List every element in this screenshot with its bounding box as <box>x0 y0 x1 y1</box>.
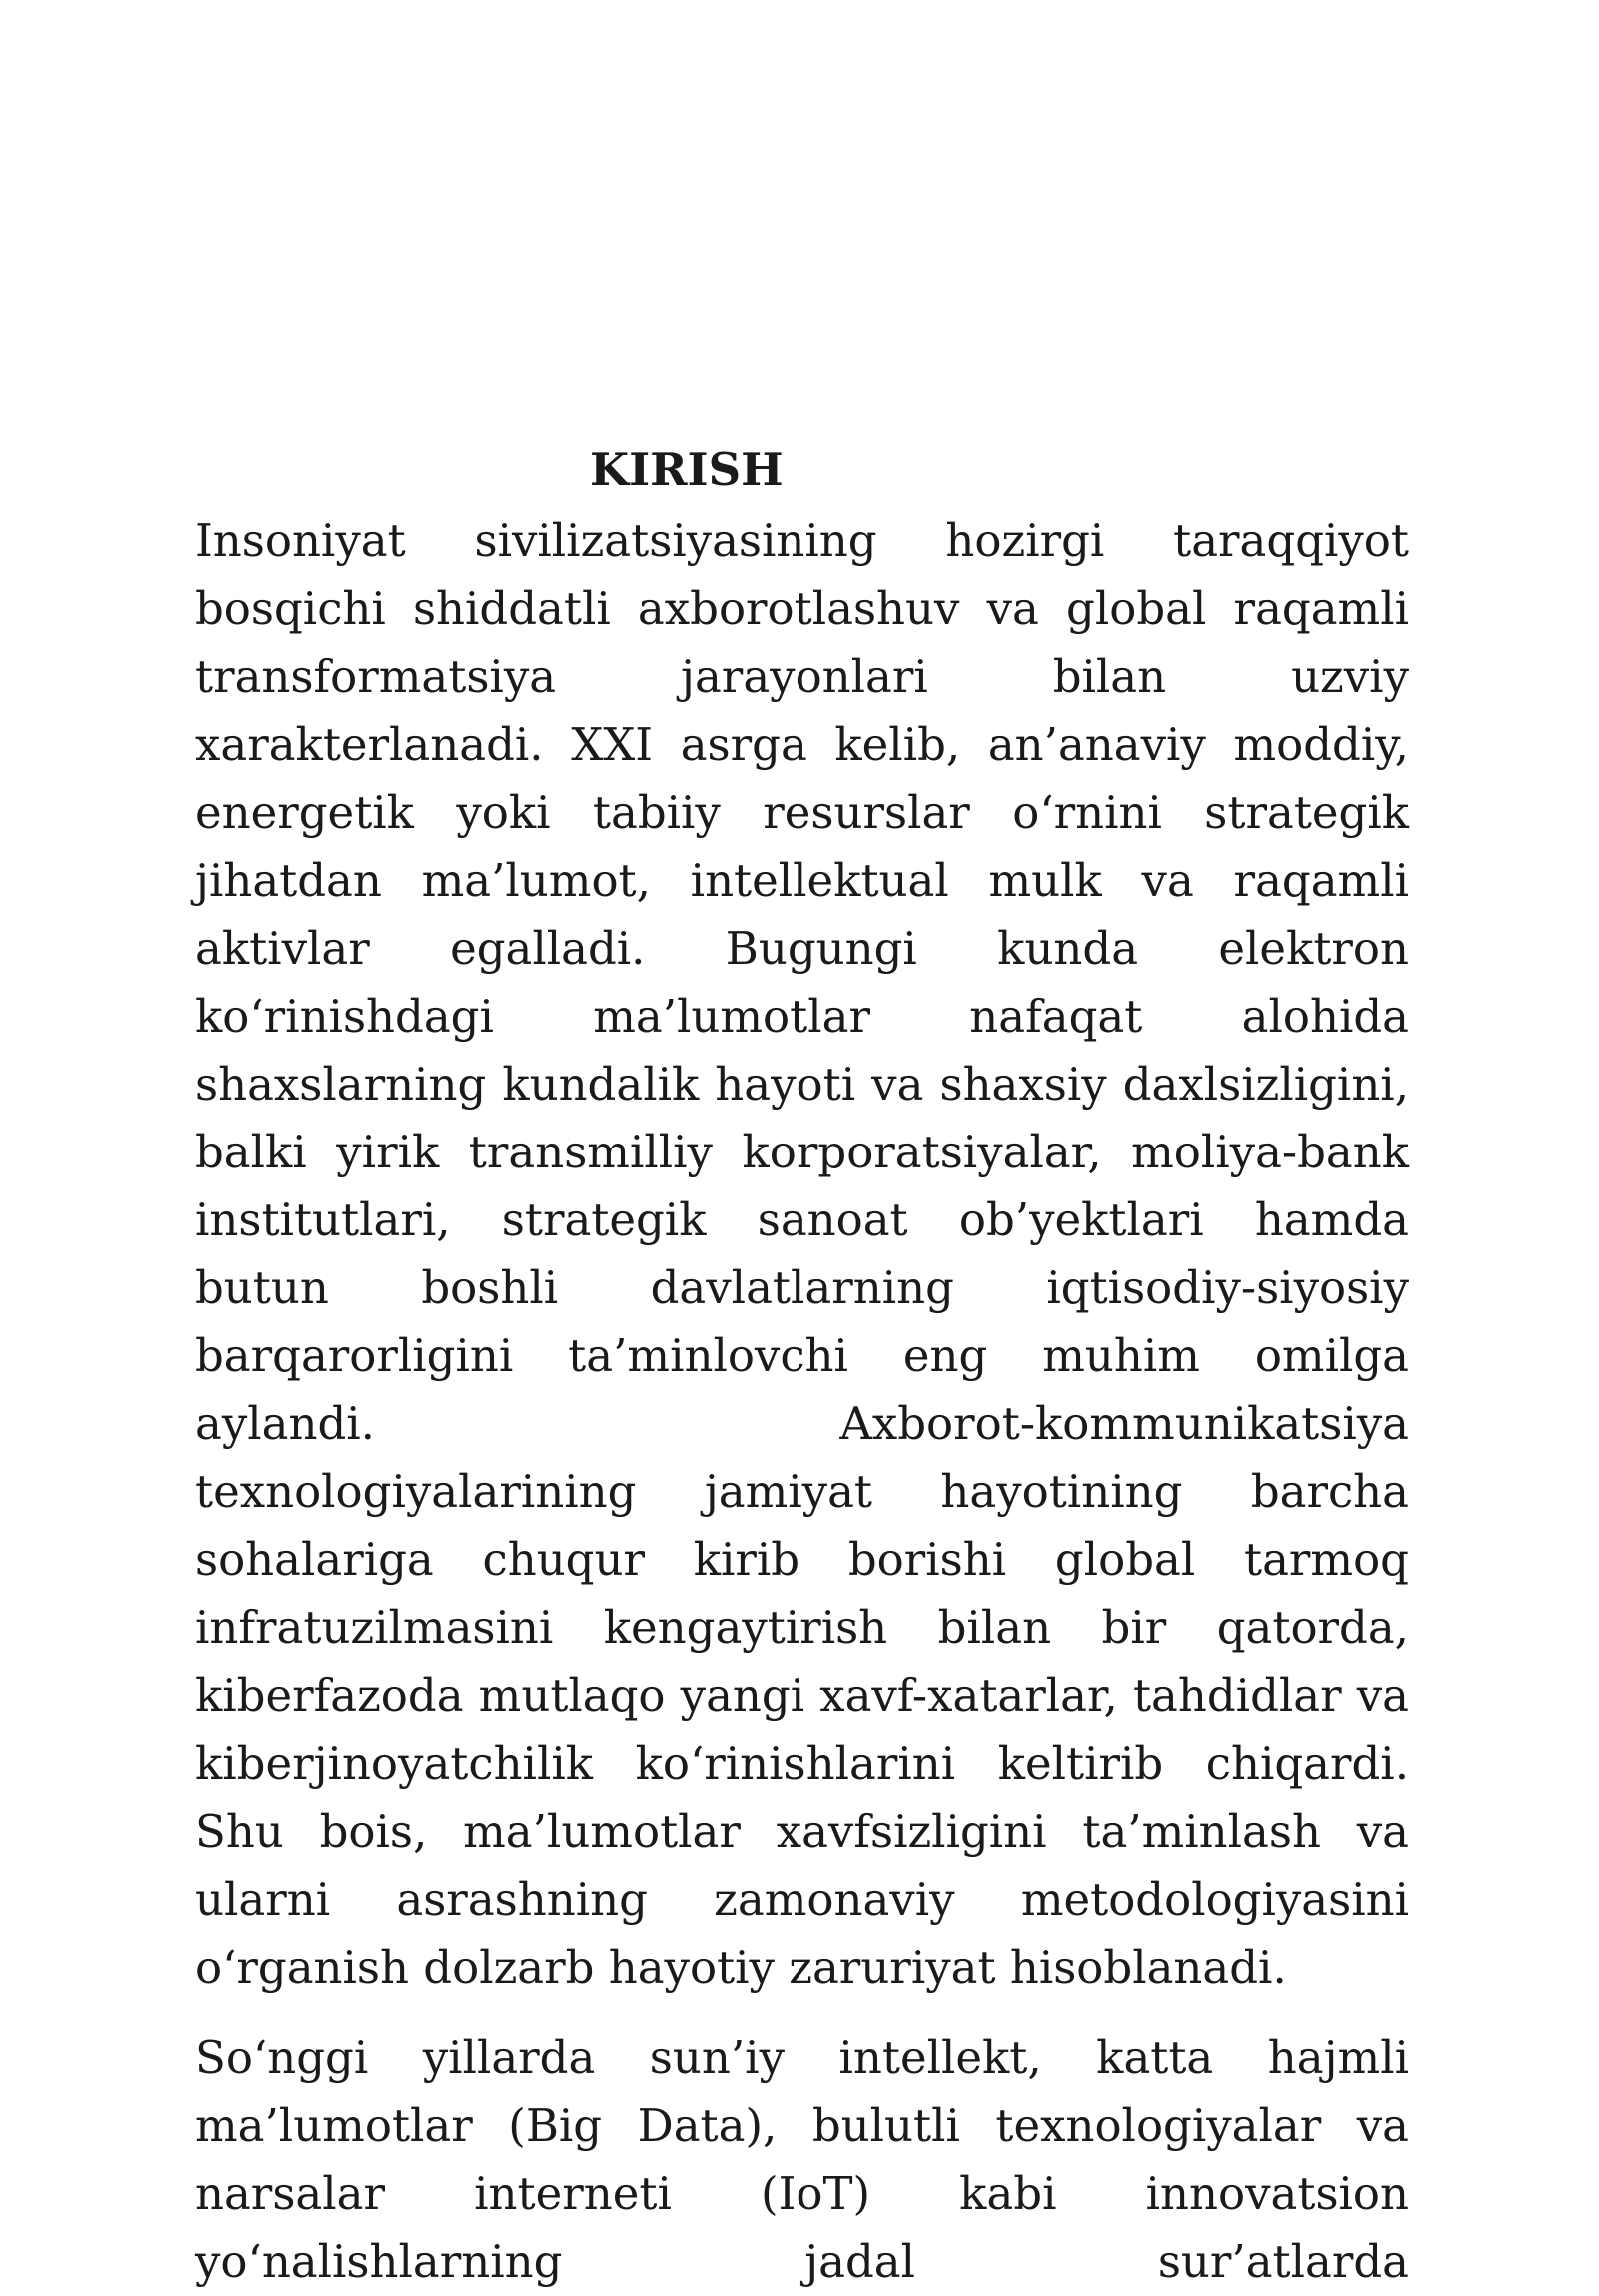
section-heading: KIRISH <box>590 443 784 496</box>
body-paragraph: Insoniyat sivilizatsiyasining hozirgi taraqqiyot bosqichi shiddatli axborotlashuv va global raqamli transformatsiya jarayonlari bilan uzviy xarakterlanadi. XXI asrga kelib, an’anaviy moddiy, energetik yoki tabiiy resurslar o‘rnini strategik jihatdan ma’lumot, intellektual mulk va raqamli aktivlar egalladi. Bugungi kunda elektron ko‘rinishdagi ma’lumotlar nafaqat alohida shaxslarning kundalik hayoti va shaxsiy daxlsizligini, balki yirik transmilliy korporatsiyalar, moliya-bank institutlari, strategik sanoat ob’yektlari hamda butun boshli davlatlarning iqtisodiy-siyosiy barqarorligini ta’minlovchi eng muhim omilga aylandi. Axborot-kommunikatsiya texnologiyalarining jamiyat hayotining barcha sohalariga chuqur kirib borishi global tarmoq infratuzilmasini kengaytirish bilan bir qatorda, kiberfazoda mutlaqo yangi xavf-xatarlar, tahdidlar va kiberjinoyatchilik ko‘rinishlarini keltirib chiqardi. Shu bois, ma’lumotlar xavfsizligini ta’minlash va ularni asrashning zamonaviy metodologiyasini o‘rganish dolzarb hayotiy zaruriyat hisoblanadi. <box>195 514 1409 1994</box>
document-body <box>195 445 1409 2296</box>
body-paragraph: So‘nggi yillarda sun’iy intellekt, katta hajmli ma’lumotlar (Big Data), bulutli texnologiyalar va narsalar interneti (IoT) kabi innovatsion yo‘nalishlarning jadal sur’atlarda <box>195 2031 1409 2288</box>
